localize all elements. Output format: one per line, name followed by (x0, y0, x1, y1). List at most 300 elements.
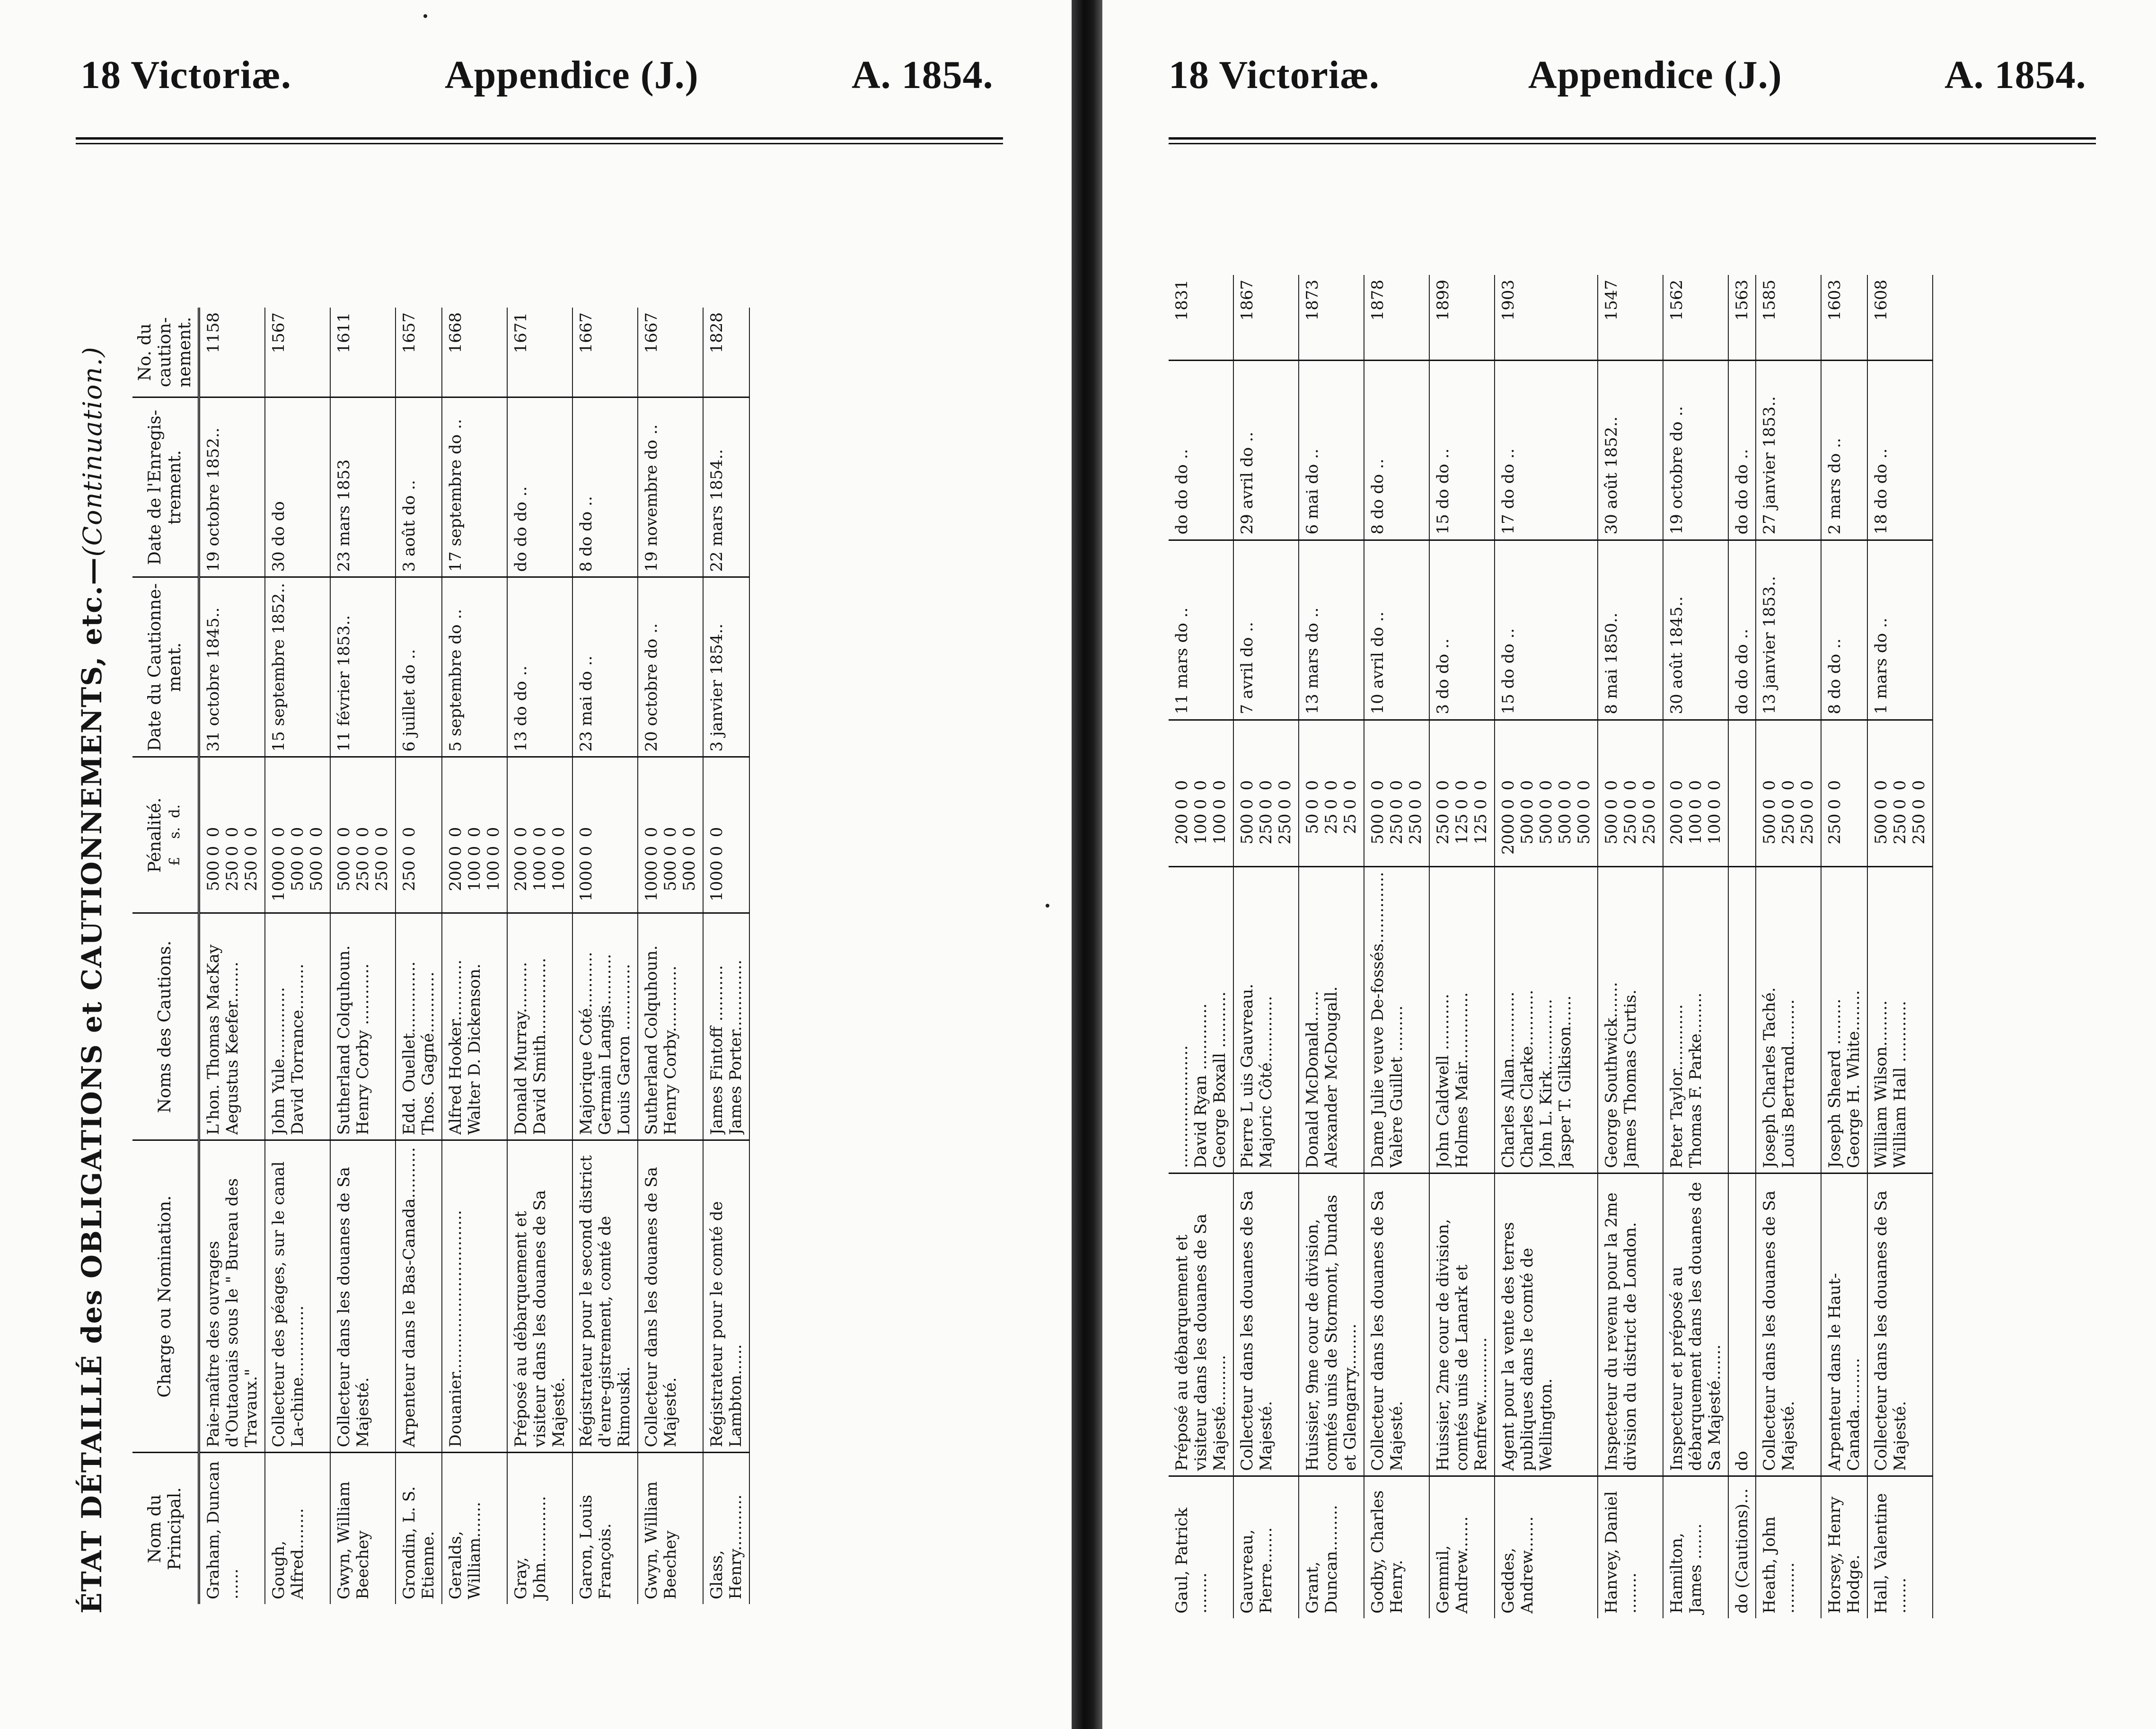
penalite-pounds: 250 (223, 860, 242, 891)
date-enregistrement (1663, 360, 1728, 540)
caution-name: Joseph Sheard ......... (1825, 998, 1844, 1168)
caution-name: Charles Clarke........... (1518, 989, 1537, 1168)
penalite-line (1499, 725, 1518, 861)
penalite-pounds: 500 (1368, 813, 1387, 845)
penalite-pence: 0 (1537, 780, 1556, 791)
penalite-pounds: 250 (1910, 813, 1928, 845)
date-enregistrement-day: 19 novembre (642, 465, 661, 572)
penalite-shillings: 0 (1537, 799, 1556, 810)
penalite-shillings: 0 (1575, 799, 1593, 810)
penalite-pence: 0 (1238, 780, 1257, 791)
unit-pound: £ (167, 856, 183, 866)
penalite-pence: 0 (307, 827, 326, 838)
penalite-pounds: 250 (1276, 813, 1294, 845)
cautions-cell (199, 913, 265, 1140)
cautions-cell (1756, 866, 1821, 1173)
penalite-line (1640, 725, 1659, 861)
principal-name: Glass, Henry........... (707, 1494, 745, 1599)
penalite-pounds: 25 (1341, 813, 1360, 834)
charge-nomination: Collecteur des péages, sur le canal La-chine.............. (265, 1140, 330, 1453)
unit-pence: d. (167, 804, 183, 818)
penalite-shillings: 0 (707, 846, 726, 856)
charge-nomination: Arpenteur dans le Bas-Canada.......... (396, 1140, 442, 1453)
penalite-cell (1756, 720, 1821, 866)
caution-name: William Wilson......... (1872, 1000, 1891, 1168)
penalite-shillings: 0 (223, 846, 242, 856)
date-enregistrement-year: do .. (446, 419, 465, 455)
date-enregistrement (330, 397, 396, 577)
table-row (1233, 275, 1299, 1618)
date-cautionnement-day: 7 avril (1238, 662, 1257, 715)
date-cautionnement-day: 8 mai (1602, 669, 1621, 715)
date-cautionnement (1663, 540, 1728, 720)
penalite-pence: 0 (1798, 780, 1817, 791)
cautionnement-number: 1547 (1598, 275, 1663, 360)
penalite-shillings: 0 (465, 846, 484, 856)
caution-name: James Porter.............. (726, 960, 745, 1135)
caution-name: James Thomas Curtis. (1621, 989, 1640, 1168)
date-enregistrement-day: 17 do (1499, 489, 1518, 535)
table-row (1867, 275, 1933, 1618)
penalite-shillings: 0 (577, 846, 596, 856)
penalite-line (1825, 725, 1844, 861)
caution-name: Valère Guillet ......... (1387, 1006, 1406, 1168)
cautionnement-number: 1585 (1756, 275, 1821, 360)
penalite-pence: 0 (1640, 780, 1659, 791)
date-enregistrement-day: 18 do (1872, 489, 1891, 535)
principal-name: Gauvreau, Pierre....... (1238, 1527, 1276, 1614)
cautionnement-number: 1668 (442, 308, 507, 397)
date-cautionnement (507, 577, 572, 757)
cautionnement-number: 1828 (703, 308, 749, 397)
penalite-line (446, 763, 465, 908)
penalite-pounds: 500 (288, 860, 307, 891)
penalite-line (530, 763, 549, 908)
penalite-pounds: 500 (680, 860, 699, 891)
date-enregistrement (442, 397, 507, 577)
penalite-shillings: 0 (680, 846, 699, 856)
date-enregistrement-day: 23 mars (334, 505, 353, 572)
date-cautionnement-year: 1853.. (1760, 576, 1779, 627)
table-row (265, 308, 330, 1604)
ledger-body-left (199, 308, 750, 1604)
cautionnement-number: 1867 (1233, 275, 1299, 360)
penalite-shillings: 0 (1341, 799, 1360, 810)
date-enregistrement (638, 397, 703, 577)
penalite-shillings: 0 (334, 846, 353, 856)
penalite-cell (1821, 720, 1867, 866)
table-row (638, 308, 703, 1604)
date-enregistrement-day: do do (1733, 489, 1751, 535)
penalite-pounds: 1000 (707, 860, 726, 902)
penalite-pounds: 100 (530, 860, 549, 891)
principal-name: Gwyn, William Beechey (642, 1481, 680, 1599)
caution-name: L'hon. Thomas MacKay (204, 944, 223, 1135)
penalite-pounds: 500 (1602, 813, 1621, 845)
penalite-line (223, 763, 242, 908)
date-cautionnement-day: do do (1733, 669, 1751, 715)
header-center-appendix: Appendice (J.) (445, 53, 699, 97)
penalite-pounds: 500 (204, 860, 223, 891)
principal-name: Grondin, L. S. Etienne. (400, 1486, 438, 1599)
charge-nomination: Collecteur dans les douanes de Sa Majesté. (1233, 1173, 1299, 1476)
penalite-pounds: 200 (446, 860, 465, 891)
charge-nomination: Huissier, 9me cour de division, comtés unis de Stormont, Dundas et Glengarry......... (1299, 1173, 1364, 1476)
penalite-line (1471, 725, 1490, 861)
date-cautionnement-year: do .. (511, 665, 530, 701)
header-center-appendix: Appendice (J.) (1528, 53, 1782, 97)
penalite-pounds: 250 (1798, 813, 1817, 845)
penalite-line (372, 763, 391, 908)
penalite-cell (1598, 720, 1663, 866)
caution-name: Majorique Coté........... (577, 952, 596, 1135)
table-row (1364, 275, 1429, 1618)
penalite-line (1518, 725, 1537, 861)
penalite-pence: 0 (204, 827, 223, 838)
principal-name: Heath, John .......... (1760, 1516, 1798, 1614)
date-enregistrement (199, 397, 265, 577)
penalite-line (1210, 725, 1229, 861)
penalite-pounds: 200 (1667, 813, 1686, 845)
penalite-cell (1364, 720, 1429, 866)
penalite-pence: 0 (1705, 780, 1724, 791)
charge-nomination: Régistrateur pour le second district d'enre-gistrement, comté de Rimouski. (572, 1140, 638, 1453)
cautions-cell (1663, 866, 1728, 1173)
penalite-pence: 0 (1891, 780, 1910, 791)
penalite-line (1452, 725, 1471, 861)
penalite-line (511, 763, 530, 908)
charge-nomination: Collecteur dans les douanes de Sa Majesté. (1867, 1173, 1933, 1476)
charge-nomination: Collecteur dans les douanes de Sa Majesté. (638, 1140, 703, 1453)
cautionnement-number: 1562 (1663, 275, 1728, 360)
penalite-line (1872, 725, 1891, 861)
penalite-pounds: 250 (1825, 813, 1844, 845)
caution-name: Joseph Charles Taché. (1760, 987, 1779, 1168)
penalite-pence: 0 (1257, 780, 1276, 791)
cautions-cell (442, 913, 507, 1140)
principal-name: Grant, Duncan......... (1303, 1505, 1341, 1614)
penalite-pence: 0 (1556, 780, 1575, 791)
date-cautionnement-year: do .. (400, 649, 419, 685)
caution-name: John Caldwell ........... (1434, 994, 1452, 1168)
caution-name: Louis Garon ............. (615, 964, 634, 1135)
cautions-cell (396, 913, 442, 1140)
penalite-line (269, 763, 288, 908)
penalite-shillings: 0 (1210, 799, 1229, 810)
date-cautionnement-day: 11 mars (1172, 648, 1191, 715)
penalite-line (1556, 725, 1575, 861)
penalite-line (1705, 725, 1724, 861)
penalite-pounds: 500 (1556, 813, 1575, 845)
penalite-line (1798, 725, 1817, 861)
penalite-shillings: 0 (242, 846, 261, 856)
date-cautionnement-year: do .. (577, 655, 596, 691)
table-row (1169, 275, 1233, 1618)
ledger-title (76, 194, 108, 1614)
col-cautions: Noms des Cautions. (132, 913, 199, 1140)
penalite-line (1667, 725, 1686, 861)
penalite-shillings: 0 (1910, 799, 1928, 810)
penalite-pounds: 1000 (642, 860, 661, 902)
penalite-cell (1299, 720, 1364, 866)
date-cautionnement-day: 15 septembre (269, 639, 288, 752)
date-enregistrement-day: 30 août (1602, 473, 1621, 535)
penalite-pounds: 200 (511, 860, 530, 891)
penalite-pence: 0 (1406, 780, 1425, 791)
col-penalite-units (165, 762, 185, 909)
penalite-cell (638, 757, 703, 913)
date-cautionnement-day: 13 janvier (1760, 632, 1779, 715)
date-enregistrement-year: do .. (1872, 448, 1891, 484)
date-enregistrement (1495, 360, 1598, 540)
cautionnement-number: 1667 (572, 308, 638, 397)
date-enregistrement (396, 397, 442, 577)
penalite-pounds: 250 (353, 860, 372, 891)
table-row (1299, 275, 1364, 1618)
caution-name: Alfred Hooker............ (446, 960, 465, 1135)
header-right-year: A. 1854. (852, 53, 994, 97)
date-cautionnement-day: 11 février (334, 671, 353, 752)
date-cautionnement-year: 1853.. (334, 615, 353, 667)
penalite-pounds: 200 (1172, 813, 1191, 845)
date-enregistrement-year: do .. (1667, 406, 1686, 441)
penalite-pounds: 100 (1686, 813, 1705, 845)
col-penalite (132, 757, 199, 913)
caution-name: Majoric Côté............. (1257, 996, 1276, 1168)
principal-name: Hanvey, Daniel ........ (1602, 1491, 1640, 1614)
penalite-shillings: 0 (642, 846, 661, 856)
date-cautionnement (1299, 540, 1364, 720)
penalite-line (1537, 725, 1556, 861)
penalite-line (353, 763, 372, 908)
penalite-pounds: 500 (1760, 813, 1779, 845)
date-enregistrement-day: do do (511, 527, 530, 572)
date-cautionnement-day: 5 septembre (446, 649, 465, 752)
cautionnement-number: 1611 (330, 308, 396, 397)
penalite-pence: 0 (1172, 780, 1191, 791)
penalite-shillings: 0 (204, 846, 223, 856)
date-enregistrement-year: do .. (1733, 449, 1751, 485)
penalite-pounds: 125 (1452, 813, 1471, 845)
date-cautionnement-year: do .. (1825, 638, 1844, 674)
date-cautionnement-year: do .. (1303, 607, 1322, 643)
rotated-ledger-right (1154, 151, 2053, 1618)
date-cautionnement (1728, 540, 1756, 720)
charge-nomination: Arpenteur dans le Haut-Canada.......... (1821, 1173, 1867, 1476)
date-enregistrement-year: do .. (1238, 432, 1257, 468)
header-rule (1169, 137, 2096, 140)
penalite-pence: 0 (707, 827, 726, 838)
date-enregistrement-day: 27 janvier (1760, 452, 1779, 535)
penalite-line (707, 763, 726, 908)
principal-name: Gray, John............. (511, 1496, 549, 1599)
table-row (1598, 275, 1663, 1618)
date-cautionnement-year: do .. (1872, 618, 1891, 653)
date-enregistrement-year: do (269, 501, 288, 521)
date-enregistrement-day: 29 avril (1238, 472, 1257, 535)
penalite-line (1910, 725, 1928, 861)
date-cautionnement-year: do .. (1368, 611, 1387, 647)
date-cautionnement-year: 1845.. (204, 607, 223, 659)
penalite-shillings: 0 (1191, 799, 1210, 810)
principal-name: Garon, Louis François. (577, 1495, 615, 1599)
date-enregistrement (1233, 360, 1299, 540)
date-enregistrement (1429, 360, 1495, 540)
penalite-line (1602, 725, 1621, 861)
penalite-pounds: 100 (1705, 813, 1724, 845)
principal-name: Hall, Valentine ....... (1872, 1493, 1910, 1614)
date-cautionnement-day: 20 octobre (642, 663, 661, 752)
caution-name: Germain Langis.......... (596, 953, 615, 1135)
penalite-line (642, 763, 661, 908)
penalite-cell (199, 757, 265, 913)
caution-name: Sutherland Colquhoun. (642, 945, 661, 1135)
penalite-pounds: 500 (1518, 813, 1537, 845)
col-charge: Charge ou Nomination. (132, 1140, 199, 1453)
penalite-shillings: 0 (1434, 799, 1452, 810)
principal-name: Gough, Alfred........ (269, 1508, 307, 1599)
penalite-line (1406, 725, 1425, 861)
penalite-shillings: 0 (269, 846, 288, 856)
date-cautionnement (1364, 540, 1429, 720)
charge-nomination: Huissier, 2me cour de division, comtés unis de Lanark et Renfrew............. (1429, 1173, 1495, 1476)
penalite-pence: 0 (577, 827, 596, 838)
charge-nomination: Douanier................................ (442, 1140, 507, 1453)
penalite-pence: 0 (1686, 780, 1705, 791)
date-enregistrement (507, 397, 572, 577)
penalite-line (1191, 725, 1210, 861)
principal-name: Gemmil, Andrew....... (1434, 1516, 1471, 1614)
penalite-line (484, 763, 503, 908)
penalite-shillings: 0 (1556, 799, 1575, 810)
col-date-cautionnement: Date du Cautionne-ment. (132, 577, 199, 757)
table-row (507, 308, 572, 1604)
cautions-cell (638, 913, 703, 1140)
penalite-pounds: 250 (1406, 813, 1425, 845)
principal-name: Gwyn, William Beechey (334, 1481, 372, 1599)
date-enregistrement (1299, 360, 1364, 540)
penalite-shillings: 0 (1257, 799, 1276, 810)
cautions-cell (1299, 866, 1364, 1173)
penalite-line (400, 763, 419, 908)
penalite-shillings: 0 (1368, 799, 1387, 810)
penalite-pence: 0 (1276, 780, 1294, 791)
date-cautionnement-day: 13 mars (1303, 648, 1322, 715)
penalite-cell (1663, 720, 1728, 866)
unit-shilling: s. (167, 827, 183, 839)
penalite-shillings: 0 (307, 846, 326, 856)
penalite-shillings: 0 (1387, 799, 1406, 810)
date-enregistrement (703, 397, 749, 577)
date-enregistrement-day: 19 octobre (204, 484, 223, 572)
col-date-enregistrement: Date de l'Enregis-trement. (132, 397, 199, 577)
penalite-cell (442, 757, 507, 913)
penalite-line (680, 763, 699, 908)
date-enregistrement-year: do .. (1368, 459, 1387, 494)
cautionnement-number: 1563 (1728, 275, 1756, 360)
cautionnement-number: 1903 (1495, 275, 1598, 360)
date-enregistrement-year: do .. (400, 480, 419, 515)
penalite-line (1760, 725, 1779, 861)
date-enregistrement-year: 1853 (334, 459, 353, 501)
penalite-pounds: 25 (1322, 813, 1341, 834)
penalite-line (1575, 725, 1593, 861)
cautions-cell (1364, 866, 1429, 1173)
penalite-line (1276, 725, 1294, 861)
caution-name: Holmes Mair.............. (1452, 992, 1471, 1168)
penalite-line (1322, 725, 1341, 861)
principal-name: Hamilton, James ....... (1667, 1523, 1705, 1614)
penalite-pounds: 100 (1210, 813, 1229, 845)
date-enregistrement (265, 397, 330, 577)
date-cautionnement-day: 10 avril (1368, 652, 1387, 715)
penalite-shillings: 0 (511, 846, 530, 856)
penalite-shillings: 0 (1872, 799, 1891, 810)
penalite-pence: 0 (1210, 780, 1229, 791)
date-enregistrement-year: 1854.. (707, 449, 726, 501)
penalite-pounds: 250 (1640, 813, 1659, 845)
table-row (572, 308, 638, 1604)
charge-nomination: Paie-maître des ouvrages d'Outaouais sous le " Bureau des Travaux." (199, 1140, 265, 1453)
cautions-cell (1495, 866, 1598, 1173)
penalite-shillings: 0 (1452, 799, 1471, 810)
date-enregistrement-year: do .. (642, 424, 661, 460)
date-enregistrement (572, 397, 638, 577)
penalite-line (1172, 725, 1191, 861)
penalite-line (661, 763, 680, 908)
date-cautionnement-year: do .. (1238, 622, 1257, 657)
cautionnement-number: 1608 (1867, 275, 1933, 360)
penalite-pence: 0 (1499, 780, 1518, 791)
penalite-pence: 0 (465, 827, 484, 838)
penalite-cell (703, 757, 749, 913)
date-enregistrement (1756, 360, 1821, 540)
date-enregistrement-year: do .. (1172, 449, 1191, 485)
penalite-pence: 0 (353, 827, 372, 838)
table-row (1663, 275, 1728, 1618)
penalite-pounds: 1000 (577, 860, 596, 902)
penalite-shillings: 0 (1518, 799, 1537, 810)
date-enregistrement-day: 17 septembre (446, 459, 465, 572)
penalite-pounds: 500 (307, 860, 326, 891)
date-enregistrement-day: 8 do (577, 536, 596, 572)
penalite-line (465, 763, 484, 908)
date-enregistrement-year: do .. (511, 486, 530, 522)
penalite-pence: 0 (1452, 780, 1471, 791)
penalite-pence: 0 (1825, 780, 1844, 791)
penalite-pence: 0 (549, 827, 568, 838)
penalite-pence: 0 (1471, 780, 1490, 791)
penalite-line (1891, 725, 1910, 861)
charge-nomination: Préposé au débarquement et visiteur dans les douanes de Sa Majesté. (507, 1140, 572, 1453)
cautions-cell (1169, 866, 1233, 1173)
date-cautionnement-year: 1845.. (1667, 596, 1686, 648)
caution-name: Henry Corby............. (661, 965, 680, 1135)
table-row (199, 308, 265, 1604)
date-cautionnement (1429, 540, 1495, 720)
penalite-cell (1728, 720, 1756, 866)
charge-nomination: Préposé au débarquement et visiteur dans les douanes de Sa Majesté.......... (1169, 1173, 1233, 1476)
principal-name: Geddes, Andrew....... (1499, 1516, 1537, 1614)
penalite-pence: 0 (1387, 780, 1406, 791)
penalite-shillings: 0 (1499, 799, 1518, 810)
penalite-pence: 0 (446, 827, 465, 838)
cautions-cell (1728, 866, 1756, 1173)
charge-nomination: Agent pour la vente des terres publiques dans le comté de Wellington. (1495, 1173, 1598, 1476)
date-enregistrement (1598, 360, 1663, 540)
penalite-pounds: 100 (484, 860, 503, 891)
penalite-shillings: 0 (1640, 799, 1659, 810)
